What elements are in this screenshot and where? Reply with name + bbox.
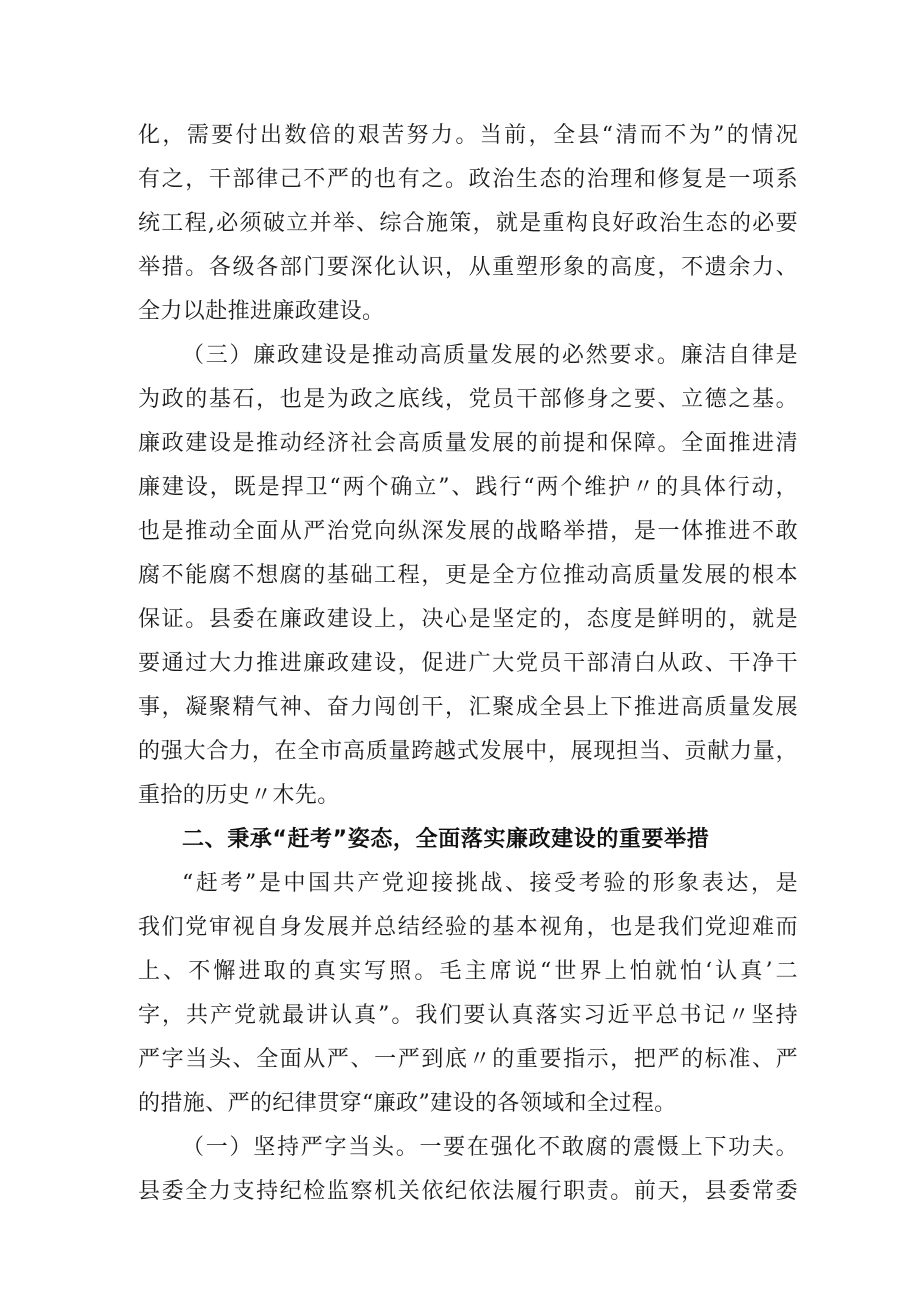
text-line: （一）坚持严字当头。一要在强化不敢腐的震慑上下功夫。 (182, 1135, 798, 1160)
text-line: 事，凝聚精气神、奋力闯创干，汇聚成全县上下推进高质量发展 (138, 695, 798, 720)
text-line: 我们党审视自身发展并总结经验的基本视角，也是我们党迎难而 (138, 915, 798, 940)
text-line: 严字当头、全面从严、一严到底〃的重要指示，把严的标准、严 (138, 1047, 798, 1072)
text-line: 腐不能腐不想腐的基础工程，更是全方位推动高质量发展的根本 (138, 563, 798, 588)
section-heading: 二、秉承“赶考”姿态，全面落实廉政建设的重要举措 (182, 827, 710, 852)
text-line: 上、不懈进取的真实写照。毛主席说“世界上怕就怕‘认真’二 (138, 959, 798, 984)
text-line: 字，共产党就最讲认真”。我们要认真落实习近平总书记〃坚持 (138, 1003, 798, 1028)
text-line: 廉建设，既是捍卫“两个确立”、践行“两个维护〃的具体行动， (138, 475, 798, 500)
text-line: 保证。县委在廉政建设上，决心是坚定的，态度是鲜明的，就是 (138, 607, 798, 632)
text-line: 举措。各级各部门要深化认识，从重塑形象的高度，不遗余力、 (138, 255, 798, 280)
text-line: 为政的基石，也是为政之底线，党员干部修身之要、立德之基。 (138, 387, 798, 412)
text-line: 化，需要付出数倍的艰苦努力。当前，全县“清而不为”的情况 (138, 123, 798, 148)
text-line: 统工程,必须破立并举、综合施策，就是重构良好政治生态的必要 (138, 211, 798, 236)
text-line: 的措施、严的纪律贯穿“廉政”建设的各领域和全过程。 (138, 1091, 677, 1116)
text-line: 的强大合力，在全市高质量跨越式发展中，展现担当、贡献力量， (138, 739, 798, 764)
text-line: 有之，干部律己不严的也有之。政治生态的治理和修复是一项系 (138, 167, 798, 192)
text-line: 县委全力支持纪检监察机关依纪依法履行职责。前天，县委常委 (138, 1179, 798, 1204)
text-line: 重拾的历史〃木先。 (138, 783, 340, 808)
text-line: 要通过大力推进廉政建设，促进广大党员干部清白从政、干净干 (138, 651, 798, 676)
text-line: 也是推动全面从严治党向纵深发展的战略举措，是一体推进不敢 (138, 519, 798, 544)
text-line: “赶考”是中国共产党迎接挑战、接受考验的形象表达，是 (182, 871, 798, 896)
text-line: 全力以赴推进廉政建设。 (138, 299, 385, 324)
text-line: （三）廉政建设是推动高质量发展的必然要求。廉洁自律是 (182, 343, 798, 368)
text-line: 廉政建设是推动经济社会高质量发展的前提和保障。全面推进清 (138, 431, 798, 456)
